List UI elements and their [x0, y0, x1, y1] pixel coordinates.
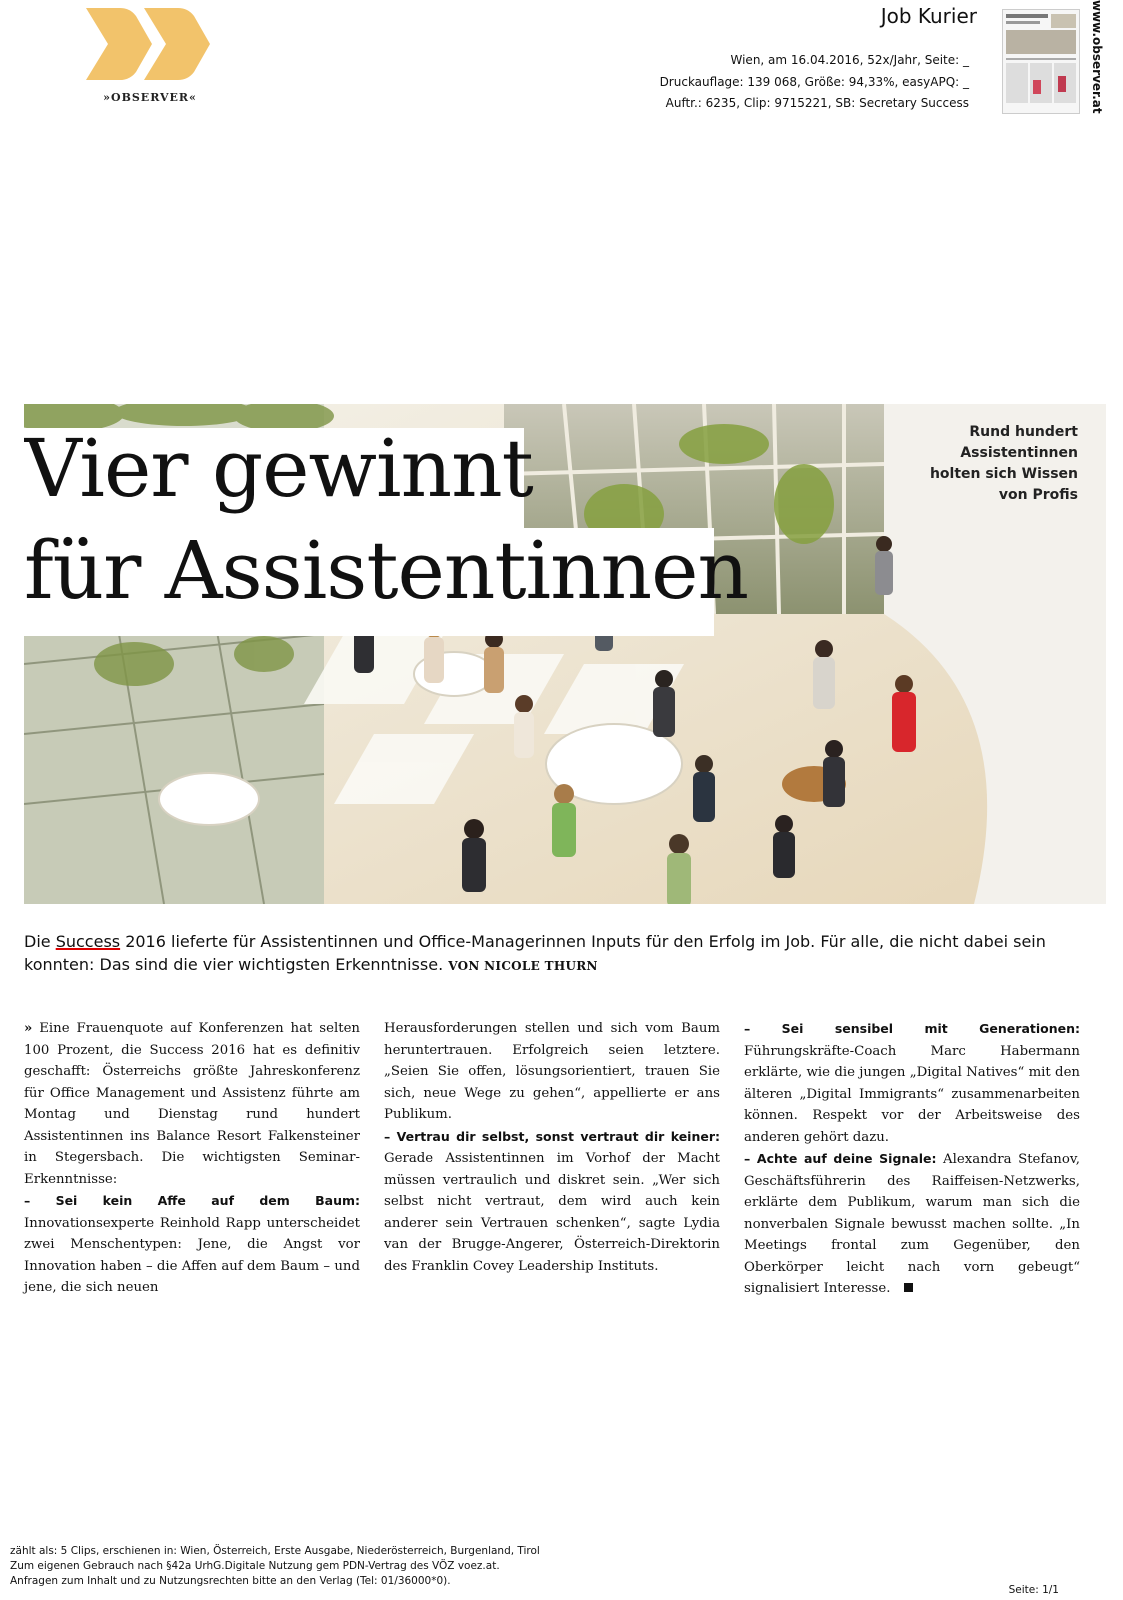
subhead-4: – Achte auf deine Signale: — [744, 1151, 937, 1166]
footer-usage-note: Zum eigenen Gebrauch nach §42a UrhG.Digitale Nutzung gem PDN-Vertrag des VÖZ voez.at. — [10, 1560, 500, 1572]
lead-brand-name: Success — [55, 932, 121, 951]
footer-contact-note: Anfragen zum Inhalt und zu Nutzungsrechten bitte an den Verlag (Tel: 01/36000*0). — [10, 1575, 451, 1587]
article-lead — [24, 930, 1106, 978]
body-column-2 — [384, 1018, 720, 1277]
article-photo — [24, 404, 1106, 904]
clip-meta-order: Auftr.: 6235, Clip: 9715221, SB: Secretary Success — [665, 96, 969, 110]
point-2-text: Gerade Assistentinnen im Vorhof der Macht müssen vertraulich und diskret sein. „Wer sich selbst nicht vertraut, dem wird auch kein anderer sein Vertrauen schenken“, sagte Lydia van der Brugge-Angerer, Österreich-Direktorin des Franklin Covey Leadership Instituts. — [384, 1151, 720, 1274]
headline-line-2: für Assistentinnen — [24, 524, 748, 617]
page-thumbnail — [1002, 9, 1080, 114]
website-vertical: www.observer.at — [1090, 0, 1104, 114]
subhead-2: – Vertrau dir selbst, sonst vertraut dir keiner: — [384, 1128, 720, 1144]
intro-text: Eine Frauenquote auf Konferenzen hat selten 100 Prozent, die Success 2016 hat es definitiv geschafft: Österreichs größte Jahreskonferenz für Office Management und Assistenz führte am Montag und Dienstag rund hundert Assistentinnen ins Balance Resort Falkensteiner in Stegersbach. Die wichtigsten Seminar-Erkenntnisse: — [24, 1021, 360, 1187]
lead-text-start: Die — [24, 932, 56, 951]
headline-line-1: Vier gewinnt — [24, 422, 533, 515]
logo-wordmark: »OBSERVER« — [103, 91, 197, 104]
point-4-text: Alexandra Stefanov, Geschäftsführerin des Raiffeisen-Netzwerks, erklärte dem Publikum, warum man sich die nonverbalen Signale bewusst machen sollte. „In Meetings frontal zum Gegenüber, den Oberkörper leicht nach vorn gebeugt“ signalisiert Interesse. — [744, 1152, 1080, 1296]
page-indicator: Seite: 1/1 — [1008, 1584, 1059, 1596]
subhead-3: – Sei sensibel mit Generationen: — [744, 1021, 1080, 1036]
article-start-marker: » — [24, 1021, 33, 1036]
byline: VON NICOLE THURN — [448, 959, 598, 973]
observer-logo — [80, 4, 230, 104]
point-2 — [384, 1126, 720, 1278]
double-chevron-logo-icon — [80, 4, 220, 84]
clip-meta-circulation: Druckauflage: 139 068, Größe: 94,33%, easyAPQ: _ — [659, 75, 969, 89]
point-1 — [24, 1190, 360, 1299]
clip-meta-date: Wien, am 16.04.2016, 52x/Jahr, Seite: _ — [730, 53, 969, 67]
body-column-1 — [24, 1018, 360, 1299]
point-4 — [744, 1148, 1080, 1300]
footer-clip-info: zählt als: 5 Clips, erschienen in: Wien, Österreich, Erste Ausgabe, Niederösterreich, Burgenland, Tirol — [10, 1545, 540, 1557]
article-end-mark-icon — [904, 1283, 913, 1292]
point-3 — [744, 1018, 1080, 1148]
subhead-1: – Sei kein Affe auf dem Baum: — [24, 1193, 360, 1208]
body-column-3 — [744, 1018, 1080, 1300]
photo-caption: Rund hundert Assistentinnen holten sich Wissen von Profis — [929, 424, 1078, 503]
intro-paragraph — [24, 1018, 360, 1190]
point-3-text: Führungskräfte-Coach Marc Habermann erklärte, wie die jungen „Digital Natives“ mit den älteren „Digital Immigrants“ zusammenarbeiten können. Respekt vor der Arbeitsweise des anderen gehört dazu. — [744, 1043, 1080, 1145]
lead-text-rest: 2016 lieferte für Assistentinnen und Office-Managerinnen Inputs für den Erfolg im Job. Für alle, die nicht dabei sein konnten: Das sind die vier wichtigsten Erkenntnisse. — [24, 932, 1046, 974]
publication-name: Job Kurier — [880, 4, 977, 28]
point-1-continued: Herausforderungen stellen und sich vom Baum heruntertrauen. Erfolgreich seien letztere. „Seien Sie offen, lösungsorientiert, trauen Sie sich, neue Wege zu gehen“, appellierte er ans Publikum. — [384, 1021, 720, 1122]
page-thumbnail-icon — [1003, 10, 1079, 113]
point-1-text: Innovationsexperte Reinhold Rapp unterscheidet zwei Menschentypen: Jene, die Angst vor Innovation haben – die Affen auf dem Baum – und jene, die sich neuen — [24, 1215, 360, 1295]
